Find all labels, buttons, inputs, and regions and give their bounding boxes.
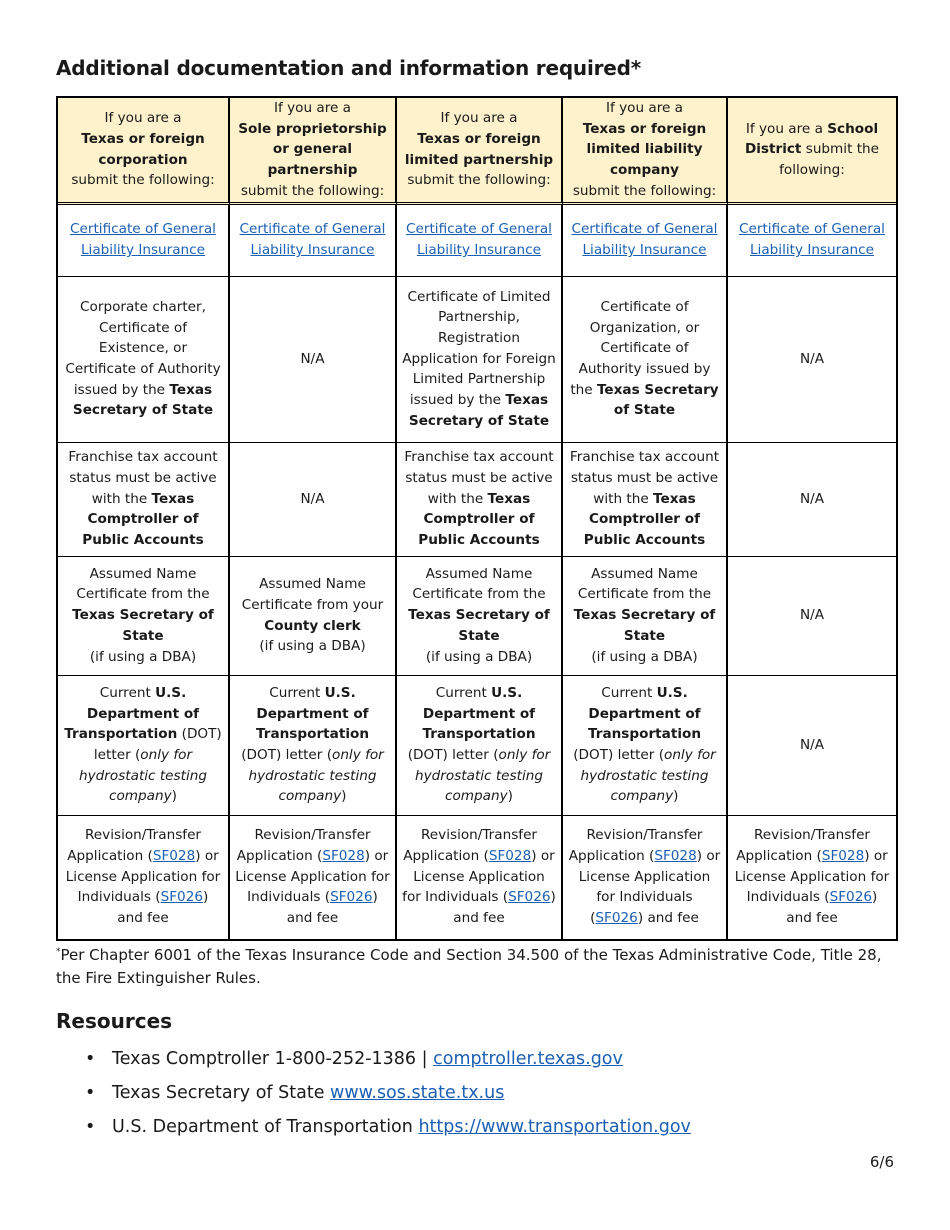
sf026-link[interactable]: SF026 — [330, 889, 373, 906]
table-row — [58, 277, 896, 443]
list-item: • Texas Comptroller 1-800-252-1386 | comptroller.texas.gov — [56, 1046, 691, 1080]
table-row — [58, 443, 896, 557]
table-row — [58, 676, 896, 816]
table-cell: Assumed Name Certificate from the Texas Secretary of State (if using a DBA) — [58, 557, 230, 676]
table-cell: Current U.S. Department of Transportation (DOT) letter (only for hydrostatic testing company) — [58, 676, 230, 816]
table-cell: Revision/Transfer Application (SF028) or License Application for Individuals (SF026) and fee — [734, 827, 890, 927]
table-cell: N/A — [230, 443, 397, 557]
footnote: *Per Chapter 6001 of the Texas Insurance Code and Section 34.500 of the Texas Administrative Code, Title 28, the Fire Extinguisher Rules. — [56, 946, 882, 987]
table-cell: Assumed Name Certificate from the Texas Secretary of State (if using a DBA) — [397, 557, 563, 676]
table-cell: N/A — [728, 676, 896, 816]
sf026-link[interactable]: SF026 — [160, 889, 203, 906]
table-cell: N/A — [728, 277, 896, 443]
table-cell: Current U.S. Department of Transportation (DOT) letter (only for hydrostatic testing company) — [563, 676, 728, 816]
page-number: 6/6 — [869, 1153, 894, 1171]
page-heading: Additional documentation and information required* — [56, 56, 642, 80]
cert-insurance-link[interactable]: Certificate of General Liability Insurance — [571, 221, 718, 259]
cert-insurance-link[interactable]: Certificate of General Liability Insurance — [239, 221, 386, 259]
table-cell: Corporate charter, Certificate of Existence, or Certificate of Authority issued by the Texas Secretary of State — [58, 277, 230, 443]
table-cell: Revision/Transfer Application (SF028) or License Application for Individuals (SF026) and fee — [397, 816, 563, 939]
sf028-link[interactable]: SF028 — [654, 847, 697, 864]
table-cell: Assumed Name Certificate from your County clerk (if using a DBA) — [230, 557, 397, 676]
table-cell: Current U.S. Department of Transportation (DOT) letter (only for hydrostatic testing company) — [397, 676, 563, 816]
sf028-link[interactable]: SF028 — [821, 847, 865, 864]
sf026-link[interactable]: SF026 — [595, 910, 638, 927]
table-cell: Current U.S. Department of Transportation (DOT) letter (only for hydrostatic testing company) — [230, 676, 397, 816]
resources-list — [56, 1046, 691, 1148]
table-cell: Revision/Transfer Application (SF028) or License Application for Individuals (SF026) and fee — [58, 816, 230, 939]
table-cell: Revision/Transfer Application (SF028) or License Application for Individuals (SF026) and fee — [230, 816, 397, 939]
transportation-link[interactable]: https://www.transportation.gov — [418, 1117, 691, 1137]
header-school-district: If you are a School District submit the following: — [728, 98, 896, 205]
comptroller-link[interactable]: comptroller.texas.gov — [433, 1049, 623, 1069]
header-sole-proprietorship: If you are a Sole proprietorship or general partnership submit the following: — [230, 98, 397, 205]
table-cell: Franchise tax account status must be active with the Texas Comptroller of Public Accounts — [58, 443, 230, 557]
table-cell: N/A — [728, 557, 896, 676]
sf026-link[interactable]: SF026 — [829, 889, 872, 906]
resources-heading: Resources — [56, 1009, 173, 1033]
table-cell: Revision/Transfer Application (SF028) or License Application for Individuals (SF026) and fee — [563, 816, 728, 939]
bullet: • — [85, 1083, 96, 1103]
bullet: • — [85, 1049, 96, 1069]
table-row — [58, 816, 896, 939]
cert-insurance-link[interactable]: Certificate of General Liability Insurance — [70, 221, 216, 259]
header-llc: If you are a Texas or foreign limited liability company submit the following: — [563, 98, 728, 205]
table-cell: Franchise tax account status must be active with the Texas Comptroller of Public Accounts — [397, 443, 563, 557]
header-corporation: If you are a Texas or foreign corporation submit the following: — [58, 98, 230, 205]
header-limited-partnership: If you are a Texas or foreign limited partnership submit the following: — [397, 98, 563, 205]
table-cell: Assumed Name Certificate from the Texas Secretary of State (if using a DBA) — [563, 557, 728, 676]
list-item: • U.S. Department of Transportation https://www.transportation.gov — [56, 1114, 691, 1148]
table-cell: Franchise tax account status must be active with the Texas Comptroller of Public Accounts — [563, 443, 728, 557]
sf028-link[interactable]: SF028 — [322, 847, 365, 864]
bullet: • — [85, 1117, 96, 1137]
table-row — [58, 205, 896, 277]
table-cell: N/A — [230, 277, 397, 443]
cert-insurance-link[interactable]: Certificate of General Liability Insurance — [739, 221, 885, 259]
table-header-row — [58, 98, 896, 205]
sf026-link[interactable]: SF026 — [508, 889, 551, 906]
table-cell: Certificate of Limited Partnership, Registration Application for Foreign Limited Partnership issued by the Texas Secretary of State — [397, 277, 563, 443]
sos-link[interactable]: www.sos.state.tx.us — [330, 1083, 505, 1103]
sf028-link[interactable]: SF028 — [488, 847, 532, 864]
cert-insurance-link[interactable]: Certificate of General Liability Insurance — [406, 221, 552, 259]
footnote-mark: * — [56, 947, 61, 957]
table-row — [58, 557, 896, 676]
requirements-table — [56, 96, 898, 941]
table-cell: N/A — [728, 443, 896, 557]
sf028-link[interactable]: SF028 — [152, 847, 196, 864]
table-cell: Certificate of Organization, or Certificate of Authority issued by the Texas Secretary of State — [563, 277, 728, 443]
list-item: • Texas Secretary of State www.sos.state.tx.us — [56, 1080, 691, 1114]
